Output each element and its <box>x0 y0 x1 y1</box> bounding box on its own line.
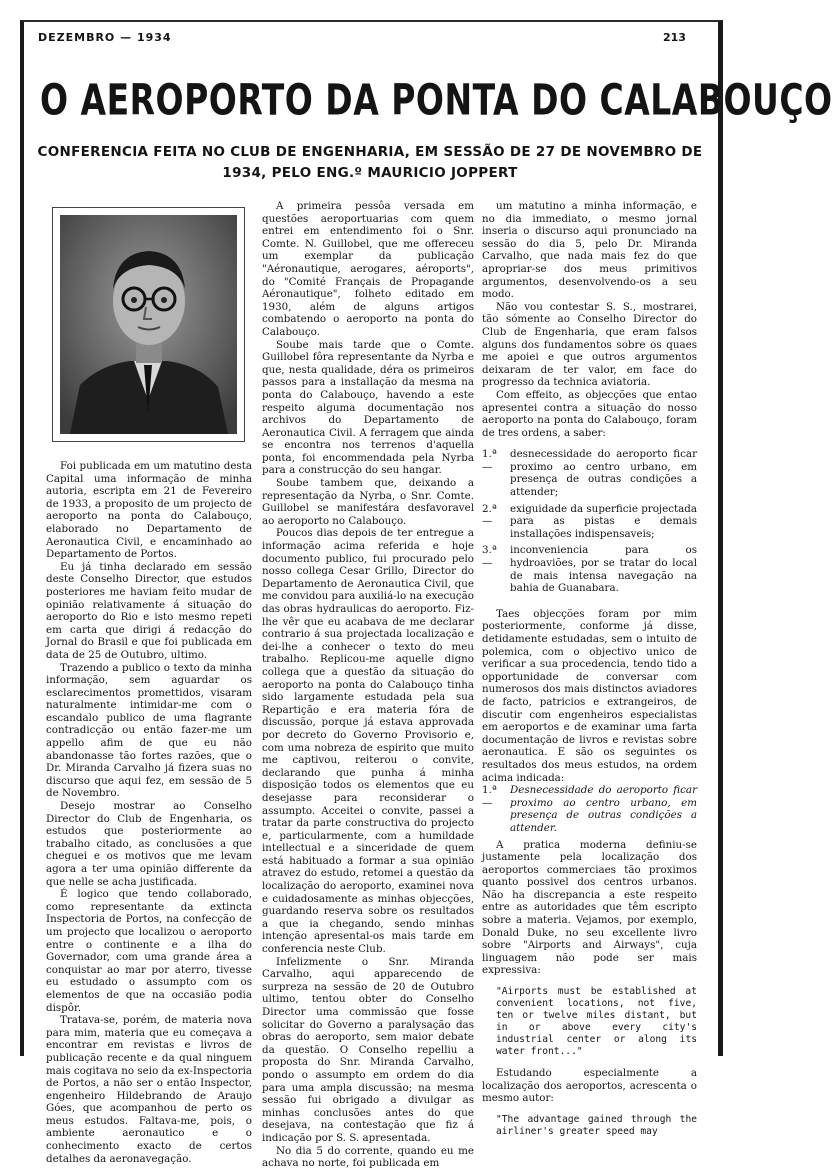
objection-number: 2.ª — <box>482 502 497 528</box>
running-header: DEZEMBRO — 1934 <box>38 31 172 44</box>
paragraph: Desejo mostrar ao Conselho Director do Club de Engenharia, os estudos que posteriormente ao trabalho citado, as conclusões a que cheguei e os motivos que me levam agora a ter uma opinião differente da que nelle se acha justificada. <box>46 800 252 888</box>
paragraph: É logico que tendo collaborado, como representante da extincta Inspectoria de Portos, na confecção de um projecto que localizou o aeroporto entre o continente e a ilha do Governador, com uma grande área a conquistar ao mar por aterro, tivesse eu estudado o assumpto com os elementos de que na occasião podia dispôr. <box>46 888 252 1014</box>
column-middle <box>262 200 474 1170</box>
paragraph: um matutino a minha informação, e no dia immediato, o mesmo jornal inseria o discurso aqui pronunciado na sessão do dia 5, pelo Dr. Miranda Carvalho, que nada mais fez do que apropriar-se dos meus primitivos argumentos, desenvolvendo-os a seu modo. <box>482 200 697 301</box>
objection-text: exiguidade da superficie projectada para as pistas e demais installações indispensaveis; <box>510 502 697 540</box>
column-right <box>482 200 697 1137</box>
paragraph: Soube mais tarde que o Comte. Guillobel fôra representante da Nyrba e que, nesta qualidade, déra os primeiros passos para a installação da mesma na ponta do Calabouço, havendo a este respeito alguma documentação nos archivos do Departamento de Aeronautica Civil. A ferragem que ainda se encontra nos terrenos d'aquella ponta, foi encommendada pela Nyrba para a construcção do seu hangar. <box>262 338 474 477</box>
objection-number: 3.ª — <box>482 544 497 570</box>
paragraph: Eu já tinha declarado em sessão deste Conselho Director, que estudos posteriores me haviam feito mudar de opinião relativamente á situação do aeroporto do Rio e isto mesmo repeti em carta que dirigi á redacção do Jornal do Brasil e que foi publicada em data de 25 de Outubro, ultimo. <box>46 560 252 661</box>
quotation: "The advantage gained through the airliner's greater speed may <box>496 1113 697 1137</box>
paragraph: No dia 5 do corrente, quando eu me achava no norte, foi publicada em <box>262 1144 474 1170</box>
paragraph: Com effeito, as objecções que entao apresentei contra a situação do nosso aeroporto na ponta do Calabouço, foram de tres ordens, a saber: <box>482 388 697 439</box>
objection-text: inconveniencia para os hydroaviões, por se tratar do local de mais intensa navegação na bahia de Guanabara. <box>510 544 697 595</box>
paragraph: Taes objecções foram por mim posteriormente, conforme já disse, detidamente estudadas, sem o intuito de polemica, com o objectivo unico de verificar a sua procedencia, tendo tido a opportunidade de conversar com numerosos dos mais distinctos aviadores de facto, patricios e extrangeiros, de discutir com engenheiros especialistas em aeroportos e de examinar uma farta documentação de livros e revistas sobre aeronautica. E são os seguintes os resultados dos meus estudos, na ordem acima indicada: <box>482 607 697 784</box>
paragraph: A pratica moderna definiu-se justamente pela localização dos aeroportos commerciaes tão proximos quanto possivel dos centros urbanos. Não ha discrepancia a este respeito entre as autoridades que têm escripto sobre a materia. Vejamos, por exemplo, Donald Duke, no seu excellente livro sobre "Airports and Airways", cuja linguagem não pode ser mais expressiva: <box>482 838 697 977</box>
paragraph: Não vou contestar S. S., mostrarei, tão sómente ao Conselho Director do Club de Engenharia, que eram falsos alguns dos fundamentos sobre os quaes me apoiei e que outros argumentos deixaram de ter valor, em face do progresso da technica aviatoria. <box>482 300 697 389</box>
objection-item <box>482 544 697 594</box>
paragraph: Tratava-se, porém, de materia nova para mim, materia que eu começava a encontrar em revistas e livros de publicação recente e da qual ninguem mais cogitava no seio da ex-Inspectoria de Portos, a não ser o então Inspector, engenheiro Hildebrando de Araujo Góes, que acompanhou de perto os meus estudos. Faltava-me, pois, o ambiente aeronautico e o conhecimento exacto de certos detalhes da aeronavegação. <box>46 1014 252 1165</box>
section-number: 1.ª — <box>482 784 497 809</box>
paragraph: Soube tambem que, deixando a representação da Nyrba, o Snr. Comte. Guillobel se manifestára desfavoravel ao aeroporto no Calabouço. <box>262 477 474 527</box>
section-heading: Desnecessidade do aeroporto ficar proximo ao centro urbano, em presença de outras condições a attender. <box>510 784 697 834</box>
quotation: "Airports must be established at convenient locations, not five, ten or twelve miles distant, but in or above every city's industrial center or along its water front..." <box>496 986 697 1058</box>
objection-item <box>482 448 697 498</box>
paragraph: Poucos dias depois de ter entregue a informação acima referida e hoje documento publico, fui procurado pelo nosso collega Cesar Grillo, Director do Departamento de Aeronautica Civil, que me convidou para auxiliá-lo na execução das obras hydraulicas do aeroporto. Fiz-lhe vêr que eu acabava de me declarar contrario á sua projectada localização e dei-lhe a conhecer o texto do meu trabalho. Replicou-me aquelle digno collega que a questão da situação do aeroporto na ponta do Calabouço tinha sido largamente estudada pela sua Repartição e era materia fóra de discussão, porque já estava approvada por decreto do Governo Provisorio e, com uma nobreza de espirito que muito me captivou, reiterou o convite, declarando que punha á minha disposição todos os elementos que eu desejasse para reconsiderar o assumpto. Acceitei o convite, passei a tratar da parte constructiva do projecto e, particularmente, com a humildade intellectual e a sinceridade de quem está habituado a formar a sua opinião atravez do estudo, retomei a questão da localização do aeroporto, examinei nova e cuidadosamente as minhas objecções, guardando reserva sobre os resultados a que ia chegando, sendo minhas intenção apresental-os mais tarde em conferencia neste Club. <box>262 527 474 956</box>
paragraph: Foi publicada em um matutino desta Capital uma informação de minha autoria, escripta em 21 de Fevereiro de 1933, a proposito de um projecto de aeroporto na ponta do Calabouço, elaborado no Departamento de Aeronautica Civil, e encaminhado ao Departamento de Portos. <box>46 460 252 561</box>
page-number: 213 <box>663 31 686 44</box>
portrait-photo-icon <box>60 215 237 434</box>
objection-text: desnecessidade do aeroporto ficar proximo ao centro urbano, em presença de outras condições a attender; <box>510 448 697 499</box>
article-title: O AEROPORTO DA PONTA DO CALABOUÇO <box>40 74 833 125</box>
section-heading-item <box>482 784 697 834</box>
paragraph: A primeira pessôa versada em questões aeroportuarias com quem entrei em entendimento foi o Snr. Comte. N. Guillobel, que me offereceu um exemplar da publicação "Aéronautique, aerogares, aéroports", do "Comité Français de Propagande Aéronautique", folheto editado em 1930, além de alguns artigos combatendo o aeroporto na ponta do Calabouço. <box>262 200 474 338</box>
article-subtitle: CONFERENCIA FEITA NO CLUB DE ENGENHARIA, EM SESSÃO DE 27 DE NOVEMBRO DE 1934, PELO ENG.º MAURICIO JOPPERT <box>37 144 703 181</box>
objection-item <box>482 503 697 541</box>
paragraph: Estudando especialmente a localização dos aeroportos, acrescenta o mesmo autor: <box>482 1067 697 1105</box>
author-portrait <box>52 207 245 442</box>
column-left <box>46 460 252 1165</box>
paragraph: Infelizmente o Snr. Miranda Carvalho, aqui apparecendo de surpreza na sessão de 20 de Outubro ultimo, tentou obter do Conselho Director uma commissão que fosse solicitar do Governo a paralysação das obras do aeroporto, sem maior debate da questão. O Conselho repelliu a proposta do Snr. Miranda Carvalho, pondo o assumpto em ordem do dia para uma ampla discussão; na mesma sessão fui obrigado a divulgar as minhas conclusões antes do que desejava, na contestação que fiz á indicação por S. S. apresentada. <box>262 955 474 1144</box>
objection-number: 1.ª — <box>482 448 497 473</box>
paragraph: Trazendo a publico o texto da minha informação, sem aguardar os esclarecimentos promettidos, visaram naturalmente intimidar-me com o escandalo publico de uma flagrante contradicção ou então fazer-me um appello afim de que eu não abandonasse tão fortes razões, que o Dr. Miranda Carvalho já fizera suas no discurso que aqui fez, em sessão de 5 de Novembro. <box>46 661 252 800</box>
